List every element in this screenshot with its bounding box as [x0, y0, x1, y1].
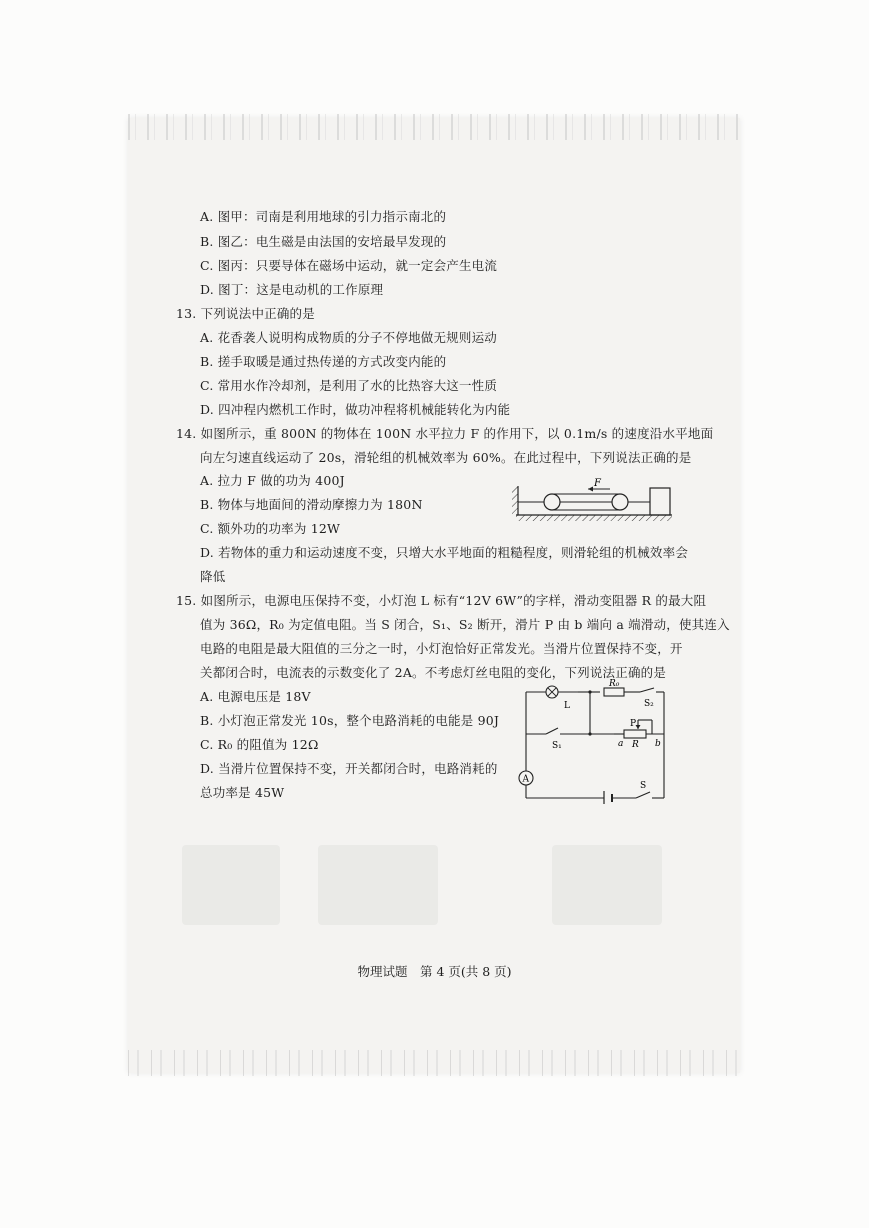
- q14-stem-line1: 14. 如图所示，重 800N 的物体在 100N 水平拉力 F 的作用下，以 0.1m/s 的速度沿水平地面: [176, 426, 714, 441]
- wall-hatch: [512, 486, 518, 515]
- label-b: b: [655, 739, 661, 749]
- q15-stem-line3: 电路的电阻是最大阻值的三分之一时，小灯泡恰好正常发光。当滑片位置保持不变，开: [200, 641, 683, 656]
- label-S2: S₂: [644, 699, 654, 709]
- q13-stem: 13. 下列说法中正确的是: [176, 306, 315, 321]
- circuit-diagram: [512, 678, 676, 804]
- show-through-photo-1: [182, 845, 280, 925]
- force-label: F: [594, 478, 601, 489]
- q15-option-d: D. 当滑片位置保持不变，开关都闭合时，电路消耗的: [200, 761, 498, 776]
- q14-option-c: C. 额外功的功率为 12W: [200, 521, 341, 536]
- block-object: [650, 488, 670, 515]
- slider-arrow: [636, 725, 641, 729]
- q15-option-d-continued: 总功率是 45W: [200, 785, 285, 800]
- q14-option-a: A. 拉力 F 做的功为 400J: [200, 473, 345, 488]
- q13-option-a: A. 花香袭人说明构成物质的分子不停地做无规则运动: [200, 330, 497, 345]
- label-R0: R₀: [609, 679, 620, 689]
- q12-option-d: D. 图丁：这是电动机的工作原理: [200, 282, 384, 297]
- page-footer: 物理试题 第 4 页(共 8 页): [357, 964, 512, 979]
- label-a: a: [618, 739, 624, 749]
- q14-option-d-continued: 降低: [200, 569, 226, 584]
- q12-option-a: A. 图甲：司南是利用地球的引力指示南北的: [200, 209, 447, 224]
- show-through-photo-2: [318, 845, 438, 925]
- q15-option-b: B. 小灯泡正常发光 10s，整个电路消耗的电能是 90J: [200, 713, 500, 728]
- ground-hatch: [516, 515, 672, 521]
- q13-option-d: D. 四冲程内燃机工作时，做功冲程将机械能转化为内能: [200, 402, 511, 417]
- q15-stem-line2: 值为 36Ω，R₀ 为定值电阻。当 S 闭合，S₁、S₂ 断开，滑片 P 由 b 端向 a 端滑动，使其连入: [200, 617, 730, 632]
- scan-noise-top: [128, 114, 740, 140]
- junction-dot: [588, 732, 591, 735]
- q14-option-d: D. 若物体的重力和运动速度不变，只增大水平地面的粗糙程度，则滑轮组的机械效率会: [200, 545, 689, 560]
- force-arrowhead: [588, 487, 593, 492]
- scan-noise-bottom: [128, 1050, 740, 1076]
- fixed-pulley: [544, 494, 560, 510]
- q12-option-b: B. 图乙：电生磁是由法国的安培最早发现的: [200, 234, 447, 249]
- show-through-photo-3: [552, 845, 662, 925]
- q15-option-c: C. R₀ 的阻值为 12Ω: [200, 737, 319, 752]
- label-R: R: [632, 740, 639, 750]
- label-S: S: [640, 781, 647, 791]
- q14-stem-line2: 向左匀速直线运动了 20s，滑轮组的机械效率为 60%。在此过程中，下列说法正确的是: [200, 450, 692, 465]
- junction-dot: [588, 690, 591, 693]
- label-S1: S₁: [552, 741, 562, 751]
- pulley-system-figure: [512, 478, 676, 524]
- q15-option-a: A. 电源电压是 18V: [200, 689, 311, 704]
- moving-pulley: [612, 494, 628, 510]
- q15-stem-line1: 15. 如图所示，电源电压保持不变，小灯泡 L 标有“12V 6W”的字样，滑动变阻器 R 的最大阻: [176, 593, 707, 608]
- label-L: L: [564, 701, 570, 711]
- q15-stem-line4: 关都闭合时，电流表的示数变化了 2A。不考虑灯丝电阻的变化，下列说法正确的是: [200, 665, 667, 680]
- q14-option-b: B. 物体与地面间的滑动摩擦力为 180N: [200, 497, 423, 512]
- q13-option-c: C. 常用水作冷却剂，是利用了水的比热容大这一性质: [200, 378, 498, 393]
- q12-option-c: C. 图丙：只要导体在磁场中运动，就一定会产生电流: [200, 258, 498, 273]
- label-P: P: [630, 719, 637, 729]
- label-A: A: [522, 774, 529, 785]
- q13-option-b: B. 搓手取暖是通过热传递的方式改变内能的: [200, 354, 447, 369]
